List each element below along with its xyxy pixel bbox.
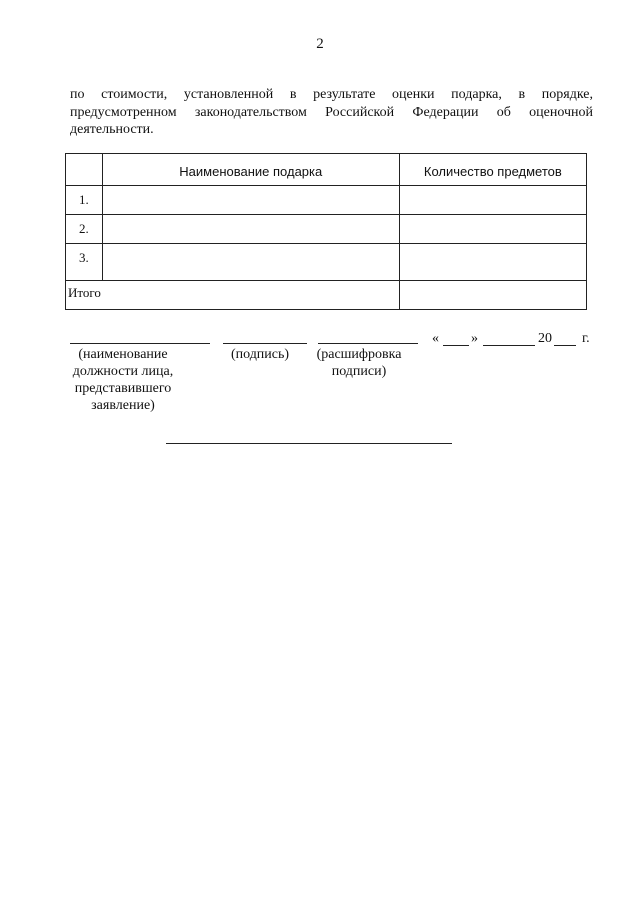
decoding-caption: (расшифровка подписи) xyxy=(316,347,402,379)
row-number: 2. xyxy=(66,215,103,244)
quantity-cell xyxy=(399,244,586,281)
quantity-cell xyxy=(399,186,586,215)
gift-table xyxy=(65,153,587,310)
gift-name-cell xyxy=(102,186,399,215)
table-row xyxy=(66,215,587,244)
date-year-blank xyxy=(554,345,576,346)
header-number xyxy=(66,154,103,186)
signature-line xyxy=(223,343,307,344)
date-open-quote: « xyxy=(432,331,439,346)
date-year-prefix: 20 xyxy=(538,331,552,346)
row-number: 3. xyxy=(66,244,103,281)
position-signature-line xyxy=(70,343,210,344)
date-day-blank xyxy=(443,345,469,346)
page-number: 2 xyxy=(316,36,324,52)
table-total-row xyxy=(66,281,587,310)
date-close-quote: » xyxy=(471,331,478,346)
date-year-suffix: г. xyxy=(582,331,590,346)
gift-name-cell xyxy=(102,244,399,281)
intro-paragraph: по стоимости, установленной в результате оценки подарка, в порядке, предусмотренном законодательством Российской Федерации об оценочной деятельности. xyxy=(70,87,593,137)
total-quantity-cell xyxy=(399,281,586,310)
header-gift-name: Наименование подарка xyxy=(102,154,399,186)
header-quantity: Количество предметов xyxy=(399,154,586,186)
total-label: Итого xyxy=(66,281,400,310)
closing-line xyxy=(166,443,452,444)
table-row xyxy=(66,186,587,215)
table-row xyxy=(66,244,587,281)
gift-name-cell xyxy=(102,215,399,244)
decoding-signature-line xyxy=(318,343,418,344)
quantity-cell xyxy=(399,215,586,244)
position-caption: (наименование должности лица, представившего заявление) xyxy=(72,347,174,413)
signature-caption: (подпись) xyxy=(230,347,290,362)
row-number: 1. xyxy=(66,186,103,215)
date-month-blank xyxy=(483,345,535,346)
table-header-row xyxy=(66,154,587,186)
